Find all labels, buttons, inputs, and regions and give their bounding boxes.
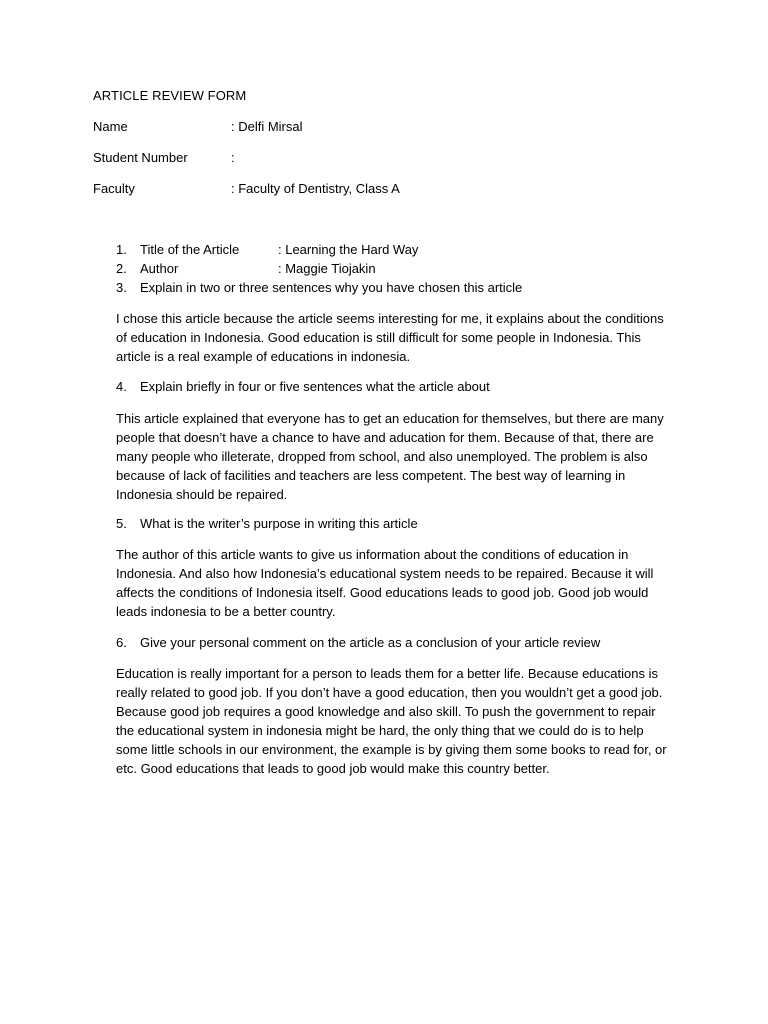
question-3-prompt <box>116 278 696 297</box>
answer-line: This article explained that everyone has to get an education for themselves, but there are many <box>116 411 664 426</box>
answer-line: etc. Good educations that leads to good job would make this country better. <box>116 761 550 776</box>
question-text: Give your personal comment on the article as a conclusion of your article review <box>140 635 601 650</box>
question-number: 4. <box>116 379 127 394</box>
answer-line: really related to good job. If you don’t have a good education, then you wouldn’t get a good job. <box>116 685 663 700</box>
question-label: Author <box>140 261 179 276</box>
question-label: Title of the Article <box>140 242 240 257</box>
answer-line: affects the conditions of Indonesia itself. Good educations leads to good job. Good job would <box>116 585 649 600</box>
student-number-label: Student Number <box>93 150 188 165</box>
name-label: Name <box>93 119 128 134</box>
name-field-row <box>93 117 653 136</box>
answer-line: I chose this article because the article seems interesting for me, it explains about the conditions <box>116 311 664 326</box>
question-6-answer <box>116 664 686 778</box>
question-text: What is the writer’s purpose in writing this article <box>140 516 418 531</box>
answer-line: Education is really important for a person to leads them for a better life. Because educations is <box>116 666 658 681</box>
answer-line: the educational system in indonesia might be hard, the only thing that we could do is to help <box>116 723 644 738</box>
form-title: ARTICLE REVIEW FORM <box>93 88 247 103</box>
question-number: 6. <box>116 635 127 650</box>
answer-line: many people who illeterate, dropped from school, and also unemployed. The problem is also <box>116 449 648 464</box>
student-number-field-row <box>93 148 653 167</box>
question-2-author <box>116 259 696 278</box>
question-text: Explain in two or three sentences why you have chosen this article <box>140 280 523 295</box>
question-number: 1. <box>116 242 127 257</box>
question-4-prompt <box>116 377 696 396</box>
answer-line: Because good job requires a good knowledge and also skill. To push the government to repair <box>116 704 656 719</box>
article-title-value: : Learning the Hard Way <box>278 242 419 257</box>
question-4-answer <box>116 409 686 504</box>
question-number: 2. <box>116 261 127 276</box>
question-3-answer <box>116 309 686 366</box>
question-1-title-of-article <box>116 240 696 259</box>
name-value: : Delfi Mirsal <box>231 119 303 134</box>
answer-line: of education in Indonesia. Good education is still difficult for some people in Indonesia. This <box>116 330 641 345</box>
question-number: 5. <box>116 516 127 531</box>
answer-line: article is a real example of educations in indonesia. <box>116 349 411 364</box>
question-number: 3. <box>116 280 127 295</box>
question-6-prompt <box>116 633 696 652</box>
faculty-label: Faculty <box>93 181 135 196</box>
question-text: Explain briefly in four or five sentences what the article about <box>140 379 490 394</box>
answer-line: Indonesia. And also how Indonesia’s educational system needs to be repaired. Because it will <box>116 566 654 581</box>
question-5-prompt <box>116 514 696 533</box>
author-value: : Maggie Tiojakin <box>278 261 376 276</box>
faculty-value: : Faculty of Dentistry, Class A <box>231 181 400 196</box>
student-number-value: : <box>231 150 235 165</box>
answer-line: leads indonesia to be a better country. <box>116 604 336 619</box>
answer-line: some little schools in our environment, the example is by giving them some books to read for, or <box>116 742 667 757</box>
question-5-answer <box>116 545 686 621</box>
answer-line: people that doesn’t have a chance to have and aducation for them. Because of that, there are <box>116 430 654 445</box>
answer-line: The author of this article wants to give us information about the conditions of education in <box>116 547 629 562</box>
faculty-field-row <box>93 179 653 198</box>
answer-line: Indonesia should be repaired. <box>116 487 288 502</box>
answer-line: because of lack of facilities and teachers are less competent. The best way of learning in <box>116 468 626 483</box>
